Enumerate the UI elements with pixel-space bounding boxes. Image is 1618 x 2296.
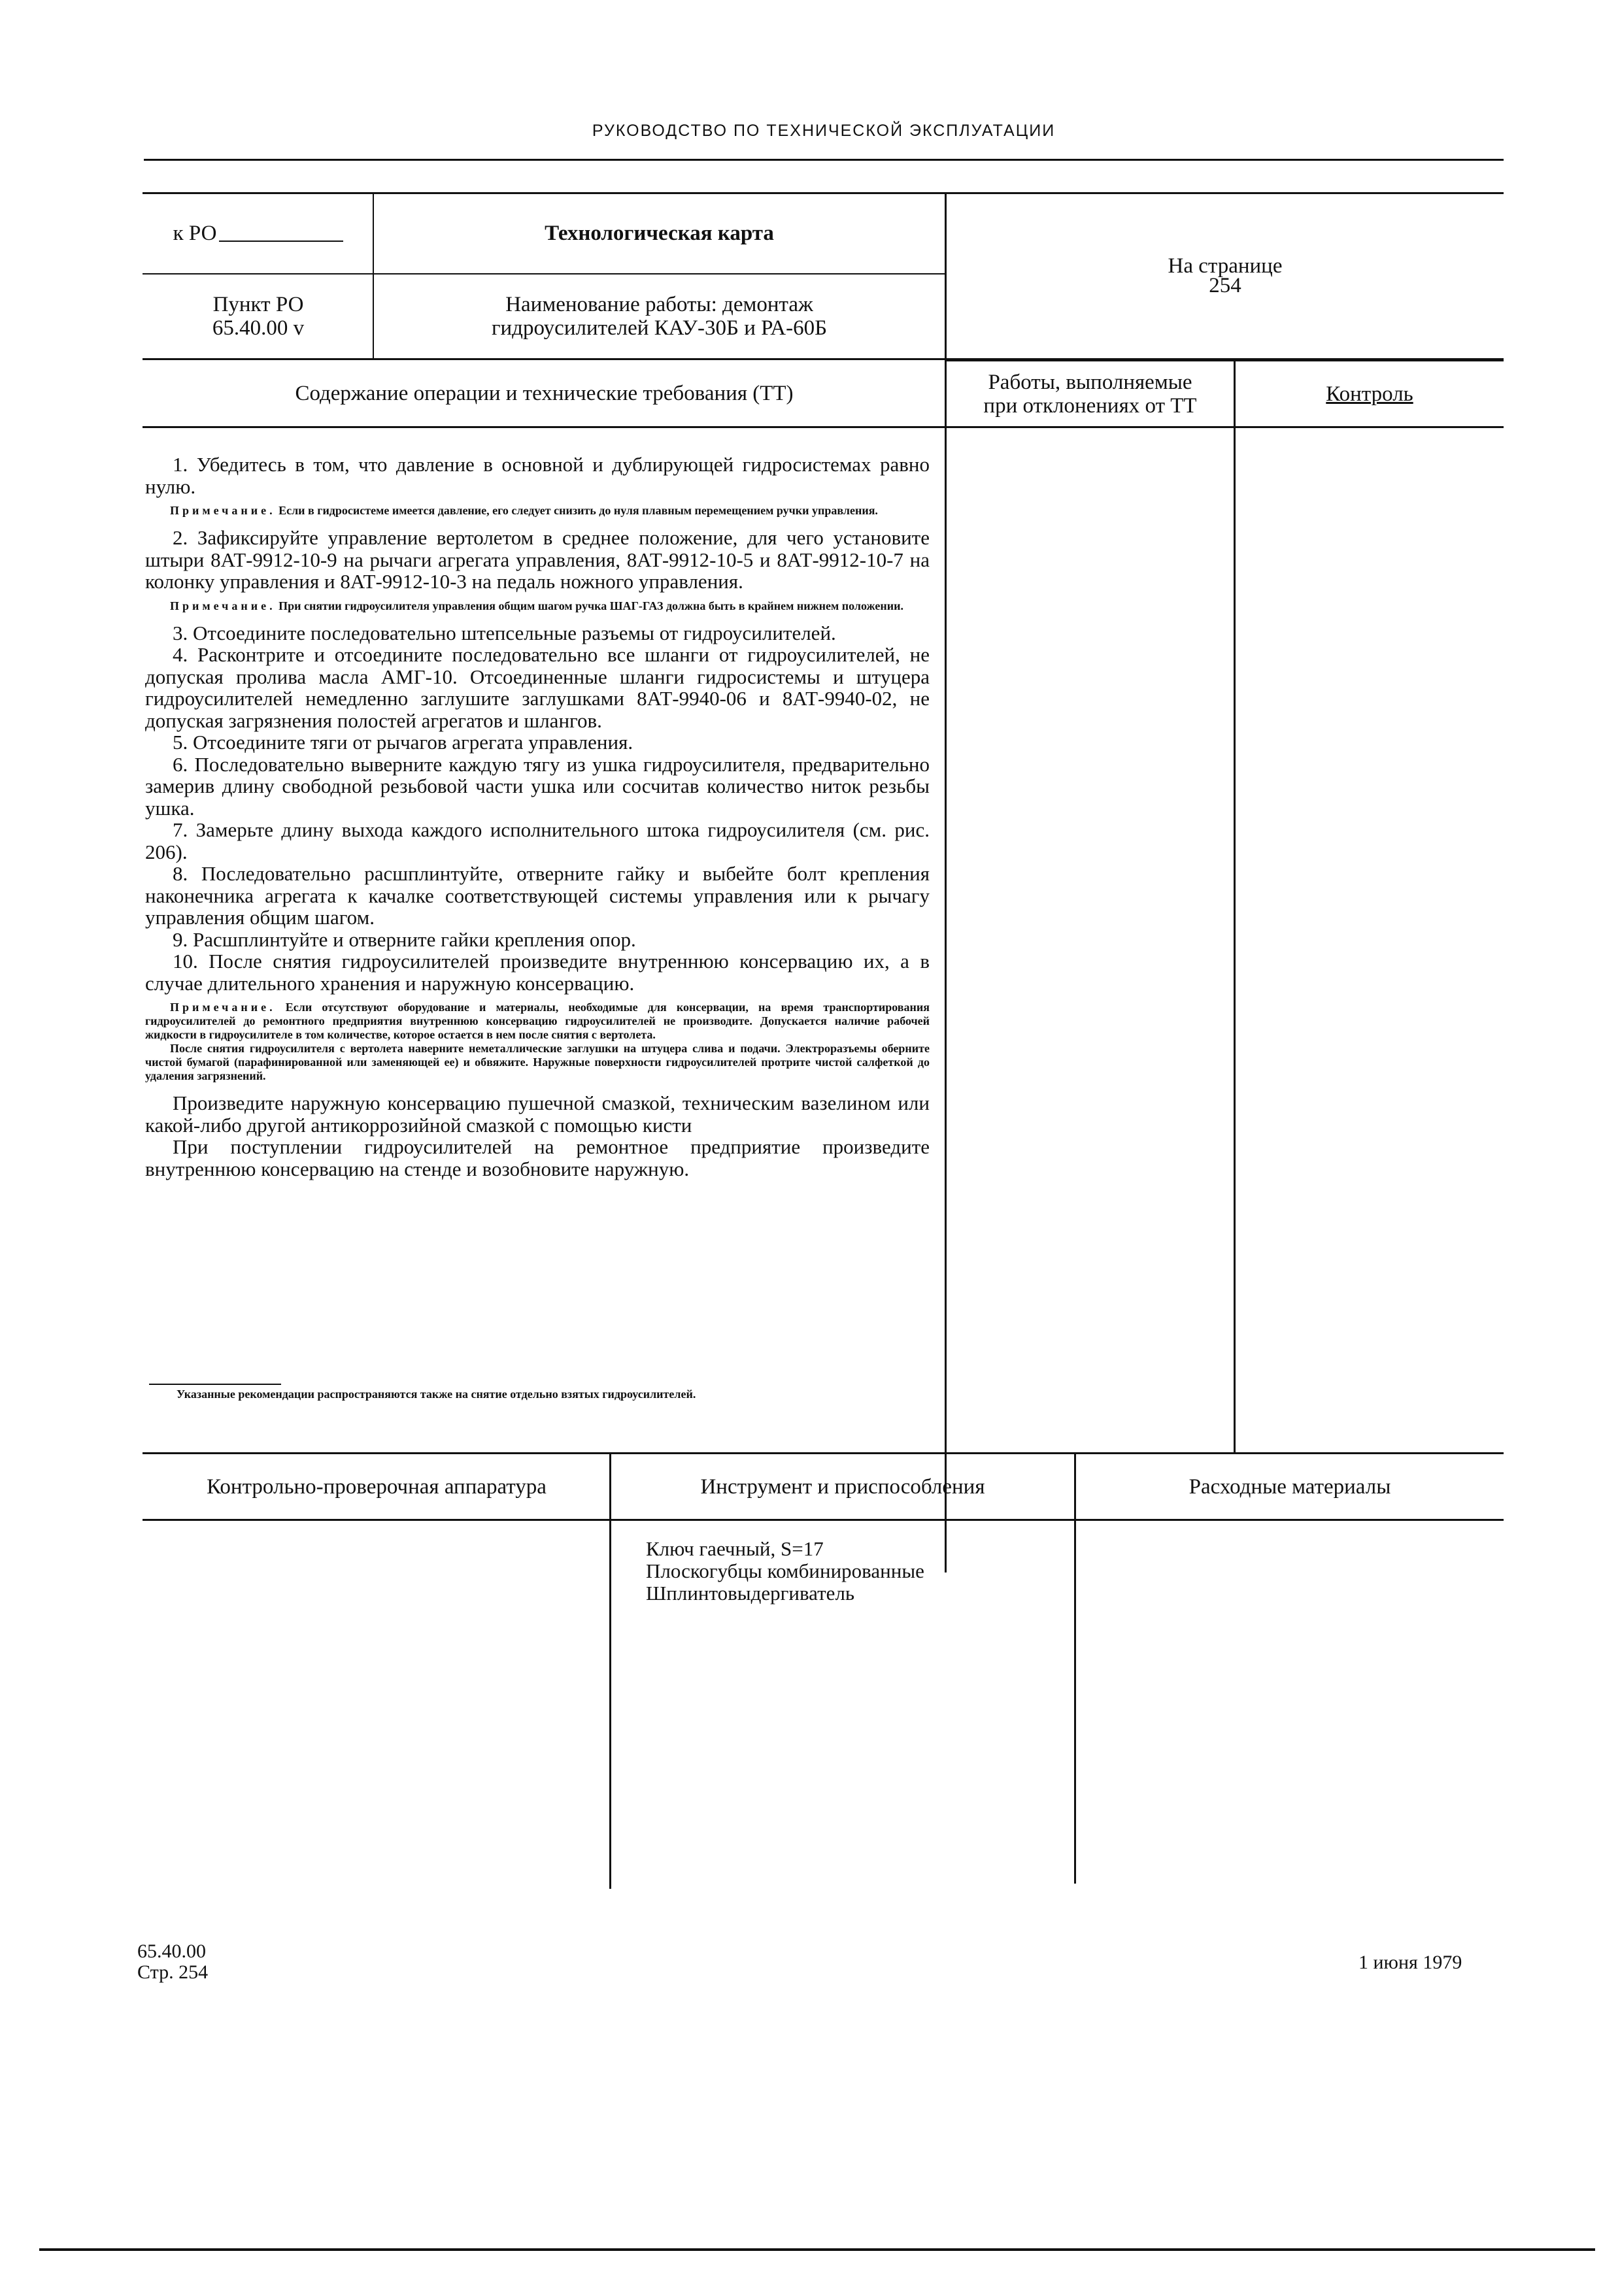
work-name-line2: гидроусилителей КАУ-30Б и РА-60Б (491, 316, 828, 340)
step-5: 5. Отсоедините тяги от рычагов агрегата управления. (173, 731, 633, 754)
col-heading-deviations-line1: Работы, выполняемые (988, 370, 1192, 394)
k-ro-cell (144, 193, 373, 273)
note-2-text: При снятии гидроусилителя управления общим шагом ручка ШАГ-ГАЗ должна быть в крайнем нижнем положении. (278, 599, 903, 612)
k-ro-blank (219, 225, 343, 242)
step-4: 4. Расконтрите и отсоедините последовательно все шланги от гидроусилителей, не допуская пролива масла АМГ-10. Отсоединенные шланги гидросистемы и штуцера гидроусилителей немедленно заглушите заглушками 8АТ-9940-06 и 8АТ-9940-02, не допуская загрязнения полостей агрегатов и шлангов. (145, 643, 930, 732)
tool-item: Шплинтовыдергиватель (646, 1582, 855, 1605)
work-name-line1: Наименование работы: демонтаж (505, 293, 813, 316)
note-3-label: Примечание. (170, 1001, 276, 1014)
bottom-col-materials: Расходные материалы (1188, 1474, 1391, 1499)
note-3 (145, 1001, 930, 1042)
tool-item: Плоскогубцы комбинированные (646, 1559, 924, 1582)
tool-item: Ключ гаечный, S=17 (646, 1537, 824, 1560)
operation-content (145, 454, 930, 1180)
scan-bottom-edge (39, 2248, 1595, 2251)
punkt-cell (144, 275, 373, 358)
step-10: 10. После снятия гидроусилителей произведите внутреннюю консервацию их, а в случае длительного хранения и наружную консервацию. (145, 950, 930, 995)
top-rule (144, 159, 1504, 161)
footer-code: 65.40.00 (137, 1940, 206, 1962)
footnote (145, 1387, 930, 1402)
col-heading-content: Содержание операции и технические требования (ТТ) (295, 381, 794, 405)
step-1: 1. Убедитесь в том, что давление в основной и дублирующей гидросистемах равно нулю. (145, 453, 930, 498)
step-3: 3. Отсоедините последовательно штепсельные разъемы от гидроусилителей. (173, 621, 836, 644)
note-2-label: Примечание. (170, 599, 276, 612)
footer-date: 1 июня 1979 (1358, 1952, 1462, 1973)
footer-code-block (137, 1941, 208, 1983)
k-ro-label: к РО (173, 222, 217, 245)
tool-list (646, 1538, 924, 1605)
running-head: РУКОВОДСТВО ПО ТЕХНИЧЕСКОЙ ЭКСПЛУАТАЦИИ (592, 122, 1056, 140)
note-2 (145, 599, 930, 613)
step-11: Произведите наружную консервацию пушечной смазкой, техническим вазелином или какой-либо другой антикоррозийной смазкой с помощью кисти (145, 1091, 930, 1137)
note-1-text: Если в гидросистеме имеется давление, его следует снизить до нуля плавным перемещением ручки управления. (278, 504, 878, 517)
note-1 (145, 504, 930, 518)
work-name-cell (374, 275, 945, 358)
note-3-continued: После снятия гидроусилителя с вертолета наверните неметаллические заглушки на штуцера слива и подачи. Электроразъемы оберните чистой бумагой (парафинированной или заменяющей ее) и обвяжите. Наружные поверхности гидроусилителей протрите чистой салфеткой до удаления загрязнений. (145, 1042, 930, 1082)
step-6: 6. Последовательно выверните каждую тягу из ушка гидроусилителя, предварительно замерив длину свободной резьбовой части ушка или сосчитав количество ниток резьбы ушка. (145, 752, 930, 820)
footnote-text: Указанные рекомендации распространяются также на снятие отдельно взятых гидроусилителей. (177, 1388, 696, 1401)
card-title: Технологическая карта (545, 222, 774, 245)
page-ref-number: 254 (1209, 274, 1241, 297)
step-9: 9. Расшплинтуйте и отверните гайки крепления опор. (173, 927, 636, 951)
bottom-col-equipment: Контрольно-проверочная аппаратура (207, 1474, 547, 1499)
punkt-label: Пункт РО (212, 293, 304, 316)
bottom-table-heading-border (143, 1519, 1504, 1521)
page-ref-cell (947, 193, 1504, 358)
punkt-value: 65.40.00 v (212, 316, 305, 340)
step-8: 8. Последовательно расшплинтуйте, отверните гайку и выбейте болт крепления наконечника агрегата к качалке соответствующей системы управления или к рычагу управления общим шагом. (145, 862, 930, 929)
step-7: 7. Замерьте длину выхода каждого исполнительного штока гидроусилителя (см. рис. 206). (145, 818, 930, 863)
footnote-rule (149, 1384, 281, 1385)
col-heading-control: Контроль (1326, 382, 1413, 406)
col-heading-deviations-line2: при отклонениях от ТТ (983, 393, 1197, 418)
bottom-col-tools: Инструмент и приспособления (700, 1474, 985, 1499)
step-2: 2. Зафиксируйте управление вертолетом в среднее положение, для чего установите штыри 8АТ-9912-10-9 на рычаги агрегата управления, 8АТ-9912-10-5 и 8АТ-9912-10-7 на колонку управления и 8АТ-9912-10-3 на педаль ножного управления. (145, 526, 930, 593)
note-1-label: Примечание. (170, 504, 276, 517)
page-ref-label: На странице (1168, 254, 1283, 278)
col-divider-control (1234, 360, 1236, 1454)
step-12: При поступлении гидроусилителей на ремонтное предприятие произведите внутреннюю консервацию на стенде и возобновите наружную. (145, 1135, 930, 1180)
col-heading-deviations (947, 361, 1234, 426)
col-heading-bottom-border (143, 426, 1504, 428)
note-3-text: Если отсутствуют оборудование и материалы, необходимые для консервации, на время транспортирования гидроусилителей до ремонтного предприятия внутреннюю консервацию гидроусилителей не производите. Допускается наличие рабочей жидкости в гидроусилителе в том количестве, которое остается в нем после снятия с вертолета. (145, 1001, 930, 1041)
footer-page: Стр. 254 (137, 1961, 209, 1983)
